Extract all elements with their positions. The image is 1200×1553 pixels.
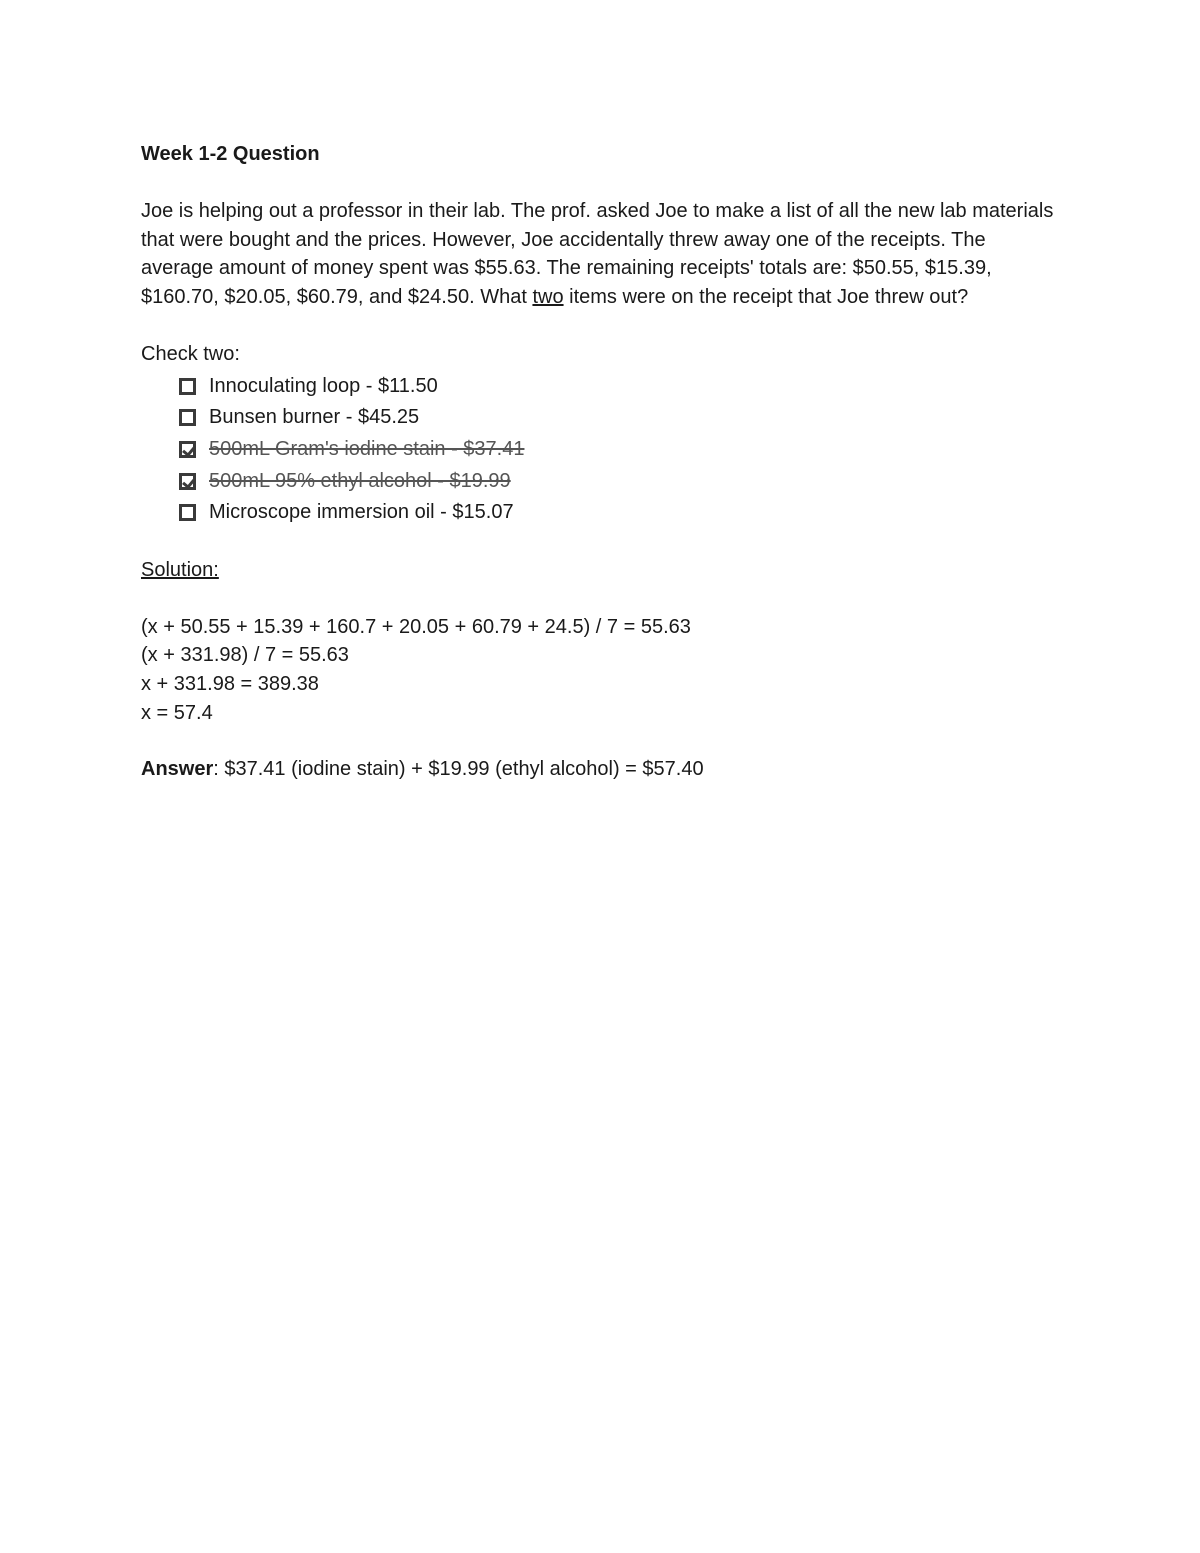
option-label: Bunsen burner - $45.25 <box>209 406 420 429</box>
option-list <box>141 370 1061 528</box>
checkbox-checked-icon[interactable] <box>179 441 196 458</box>
equation-line: x + 331.98 = 389.38 <box>141 673 319 695</box>
option-item[interactable] <box>179 370 1061 402</box>
question-text-2: items were on the receipt that Joe threw out? <box>563 285 969 308</box>
answer-text: : $37.41 (iodine stain) + $19.99 (ethyl alcohol) = $57.40 <box>213 758 704 781</box>
question-emphasis: two <box>532 285 564 308</box>
equation-line: (x + 50.55 + 15.39 + 160.7 + 20.05 + 60.79 + 24.5) / 7 = 55.63 <box>141 615 691 638</box>
option-item[interactable] <box>179 402 1061 434</box>
document-page <box>141 140 1061 783</box>
checkbox-empty-icon[interactable] <box>179 504 196 521</box>
option-item[interactable] <box>179 434 1061 466</box>
checkbox-empty-icon[interactable] <box>179 409 196 426</box>
check-instruction: Check two: <box>141 343 240 366</box>
option-label: 500mL Gram's iodine stain - $37.41 <box>209 438 525 461</box>
solution-heading: Solution: <box>141 558 219 581</box>
solution-work <box>141 613 1061 727</box>
equation-line: (x + 331.98) / 7 = 55.63 <box>141 644 349 667</box>
option-label: Innoculating loop - $11.50 <box>209 374 438 397</box>
checkbox-empty-icon[interactable] <box>179 378 196 395</box>
answer-line <box>141 755 1061 783</box>
checkbox-checked-icon[interactable] <box>179 473 196 490</box>
option-label: 500mL 95% ethyl alcohol - $19.99 <box>209 469 511 492</box>
answer-label: Answer <box>141 758 214 781</box>
option-item[interactable] <box>179 497 1061 529</box>
option-item[interactable] <box>179 465 1061 497</box>
equation-line: x = 57.4 <box>141 701 213 724</box>
option-label: Microscope immersion oil - $15.07 <box>209 501 514 524</box>
question-paragraph <box>141 197 1061 311</box>
question-text-1: Joe is helping out a professor in their lab. The prof. asked Joe to make a list of all the new lab materials that were bought and the prices. However, Joe accidentally threw away one of the receipts. The average amount of money spent was $55.63. The remaining receipts' totals are: $50.55, $15.39, $160.70, $20.05, $60.79, and $24.50. What <box>141 200 1054 308</box>
page-title: Week 1-2 Question <box>141 143 320 165</box>
